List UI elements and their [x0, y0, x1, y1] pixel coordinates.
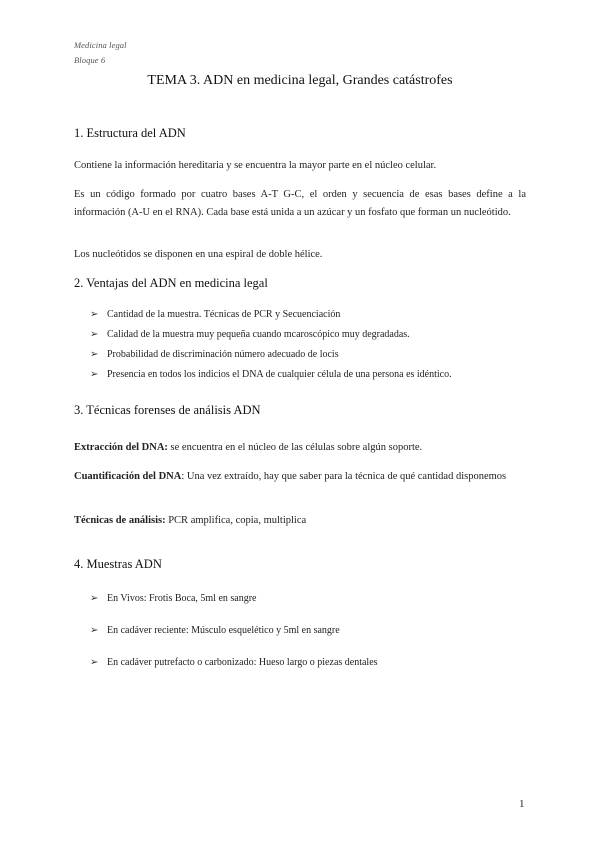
- header-subject: Medicina legal: [74, 40, 127, 50]
- page-number: 1: [519, 798, 525, 810]
- paragraph: Contiene la información hereditaria y se encuentra la mayor parte en el núcleo celular.: [74, 160, 437, 171]
- document-title: TEMA 3. ADN en medicina legal, Grandes catástrofes: [147, 73, 453, 88]
- list-item-text: En cadáver putrefacto o carbonizado: Hueso largo o piezas dentales: [107, 656, 378, 668]
- list-item: [90, 582, 530, 614]
- technique-text: se encuentra en el núcleo de las células sobre algún soporte.: [167, 442, 423, 453]
- ventajas-list: [90, 304, 530, 384]
- list-item: [90, 614, 530, 646]
- header-block: Bloque 6: [74, 55, 106, 65]
- technique-text: : Una vez extraído, hay que saber para la técnica de qué cantidad disponemos: [181, 471, 507, 482]
- technique-label: Extracción del DNA:: [74, 442, 168, 453]
- arrow-bullet-icon: ➢: [90, 308, 99, 320]
- muestras-list: [90, 582, 530, 678]
- section-heading-estructura: 1. Estructura del ADN: [74, 126, 186, 140]
- list-item: [90, 364, 530, 384]
- arrow-bullet-icon: ➢: [90, 624, 99, 636]
- list-item-text: Probabilidad de discriminación número adecuado de locis: [107, 348, 339, 360]
- arrow-bullet-icon: ➢: [90, 656, 99, 668]
- technique-item: [74, 512, 526, 530]
- section-heading-ventajas: 2. Ventajas del ADN en medicina legal: [74, 276, 268, 290]
- arrow-bullet-icon: ➢: [90, 348, 99, 360]
- list-item: [90, 646, 530, 678]
- technique-text: PCR amplifica, copia, multiplica: [165, 515, 307, 526]
- arrow-bullet-icon: ➢: [90, 368, 99, 380]
- list-item: [90, 324, 530, 344]
- list-item-text: En Vivos: Frotis Boca, 5ml en sangre: [107, 592, 257, 604]
- section-heading-tecnicas: 3. Técnicas forenses de análisis ADN: [74, 403, 261, 417]
- technique-item: [74, 468, 526, 486]
- technique-label: Técnicas de análisis:: [74, 515, 166, 526]
- list-item: [90, 344, 530, 364]
- section-heading-muestras: 4. Muestras ADN: [74, 557, 162, 571]
- technique-label: Cuantificación del DNA: [74, 471, 182, 482]
- technique-item: [74, 439, 526, 457]
- arrow-bullet-icon: ➢: [90, 328, 99, 340]
- arrow-bullet-icon: ➢: [90, 592, 99, 604]
- list-item-text: Presencia en todos los indicios el DNA de cualquier célula de una persona es idéntico.: [107, 368, 452, 380]
- paragraph: Los nucleótidos se disponen en una espiral de doble hélice.: [74, 249, 323, 260]
- list-item-text: Calidad de la muestra muy pequeña cuando mcaroscópico muy degradadas.: [107, 328, 410, 340]
- paragraph: Es un código formado por cuatro bases A-T G-C, el orden y secuencia de esas bases define a la información (A-U en el RNA). Cada base está unida a un azúcar y un fosfato que forman un nucleótido.: [74, 189, 526, 218]
- list-item-text: En cadáver reciente: Músculo esquelético y 5ml en sangre: [107, 624, 340, 636]
- list-item-text: Cantidad de la muestra. Técnicas de PCR y Secuenciación: [107, 308, 341, 320]
- list-item: [90, 304, 530, 324]
